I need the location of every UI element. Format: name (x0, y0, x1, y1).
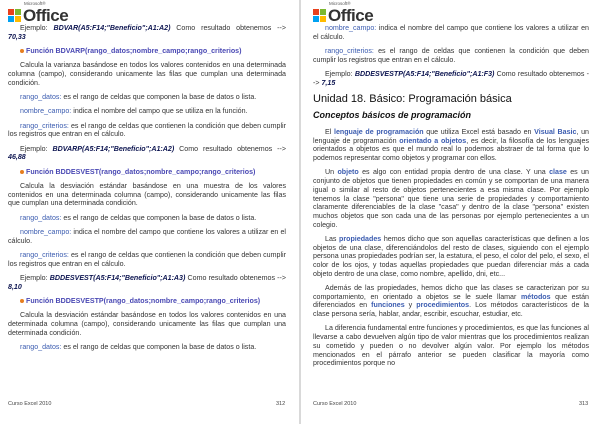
term-paragraph: nombre_campo: indica el nombre del campo que se utiliza en la función. (20, 107, 248, 116)
keyword: Visual Basic (534, 128, 577, 136)
office-logo-text: Microsoft® Office (23, 1, 69, 25)
result-value: 8,10 (8, 282, 22, 291)
keyword: métodos (521, 292, 551, 301)
bullet-icon (20, 170, 24, 174)
keyword: lenguaje de programación (333, 128, 424, 136)
unit-title: Unidad 18. Básico: Programación básica (313, 93, 512, 105)
term-label: rango_datos: (20, 342, 62, 351)
function-heading: Función BDDESVESTP(rango_datos;nombre_campo;rango_criterios) (8, 297, 286, 306)
keyword: funciones (371, 301, 405, 310)
result-value: 46,88 (8, 153, 26, 162)
example-paragraph: Ejemplo: BDVARP(A5:F14;"Beneficio";A1:A2) Como resultado obtenemos --> 46,88 (8, 144, 286, 162)
term-paragraph: rango_criterios: es el rango de celdas que contienen la condición que deben cumplir los registros que entran en el cálculo. (8, 250, 286, 268)
logo-microsoft-label: Microsoft® (24, 1, 46, 6)
left-page-content (8, 24, 286, 357)
body-paragraph: Además de las propiedades, hemos dicho que las clases se caracterizan por su comportamiento, en orientado a objetos se le suele llamar métodos que están diferenciados en funciones y procedimientos. Los métodos característicos de la clase persona sería, hablar, andar, escribir, escuchar, estudiar, etc. (313, 284, 589, 319)
term-label: rango_criterios: (20, 121, 69, 130)
left-page (0, 0, 299, 424)
formula: BDVAR(A5:F14;"Beneficio";A1:A2) (53, 24, 171, 32)
example-paragraph: Ejemplo: BDVAR(A5:F14;"Beneficio";A1:A2) Como resultado obtenemos --> 70,33 (8, 24, 286, 41)
term-label: nombre_campo: (325, 24, 377, 32)
result-value: 7,15 (321, 78, 336, 87)
office-logo (313, 1, 374, 25)
keyword: propiedades (339, 234, 382, 243)
section-title: Conceptos básicos de programación (313, 110, 472, 120)
body-paragraph: Un objeto es algo con entidad propia dentro de una clase. Y una clase es un conjunto de objetos que tienen propiedades en común y se comportan de una manera igual o similar al resto de objetos pertenecientes a esa misma clase. Por ejemplo tenemos la clase "persona" que tiene una serie de propiedades y comportamiento claramente diferenciables de la clase "casa" y dentro de la clase "persona" existen muchos objetos que son cada una de las personas por ejemplo pertenecientes a un colegio. (313, 168, 589, 229)
formula: BDDESVEST(A5:F14;"Beneficio";A1:A3) (49, 273, 186, 282)
function-heading: Función BDDESVEST(rango_datos;nombre_campo;rango_criterios) (8, 168, 286, 177)
term-paragraph: rango_datos: es el rango de celdas que componen la base de datos o lista. (20, 93, 257, 101)
office-logo-icon (313, 9, 326, 22)
keyword: clase (549, 168, 567, 177)
body-paragraph: Las propiedades hemos dicho que son aquellas características que definen a los objetos de una clase, diferenciándolos del resto de clases, siguiendo con el ejemplo persona unas propiedades podrían ser, la estatura, el peso, el color del pelo, el sexo, el color de los ojos, y todas aquellas propiedades que puedan diferenciar más a cada objeto dentro de una clase, como nombre, apellido, dni, etc... (313, 234, 589, 278)
term-label: rango_criterios: (20, 250, 69, 259)
example-paragraph: Ejemplo: BDDESVESTP(A5:F14;"Beneficio";A1:F3) Como resultado obtenemos --> 7,15 (313, 70, 589, 87)
body-paragraph: Calcula la desviación estándar basándose en una muestra de los valores contenidos en una determinada columna (campo), considerando unicamente las filas que cumplan una determinada condición. (8, 181, 286, 208)
office-logo (8, 1, 69, 25)
formula: BDDESVESTP(A5:F14;"Beneficio";A1:F3) (354, 70, 495, 78)
keyword: orientado a objetos (399, 136, 467, 145)
function-heading: Función BDVARP(rango_datos;nombre_campo;rango_criterios) (8, 47, 286, 56)
term-label: nombre_campo: (20, 227, 72, 236)
keyword: objeto (337, 168, 359, 177)
body-paragraph: Calcula la desviación estándar basándose en todos los valores contenidos en una determinada columna (campo), considerando unicamente las filas que cumplan una determinada condición. (8, 311, 286, 337)
term-paragraph: nombre_campo: indica el nombre del campo que contiene los valores a utilizar en el cálculo. (8, 227, 286, 245)
term-paragraph: rango_criterios: es el rango de celdas que contienen la condición que deben cumplir los registros que entran en el cálculo. (8, 121, 286, 139)
footer-title: Curso Excel 2010 (313, 401, 357, 407)
example-paragraph: Ejemplo: BDDESVEST(A5:F14;"Beneficio";A1:A3) Como resultado obtenemos --> 8,10 (8, 273, 286, 291)
body-paragraph: El lenguaje de programación que utiliza Excel está basado en Visual Basic, un lenguaje de programación orientado a objetos, es decir, la filosofía de los lenguajes orientados a objetos es que el mundo real lo podemos abstraer de tal forma que lo podemos representar como objetos y programar con ellos. (313, 128, 590, 163)
footer-title: Curso Excel 2010 (8, 401, 52, 407)
page-number: 313 (579, 401, 589, 407)
term-paragraph: nombre_campo: indica el nombre del campo que contiene los valores a utilizar en el cálculo. (313, 24, 589, 41)
term-label: nombre_campo: (20, 107, 72, 116)
body-paragraph: Calcula la varianza basándose en todos los valores contenidos en una determinada columna (campo), considerando unicamente las filas que cumplan una determinada condición. (8, 61, 286, 87)
formula: BDVARP(A5:F14;"Beneficio";A1:A2) (52, 144, 175, 153)
right-page-content (313, 24, 589, 374)
term-label: rango_datos: (20, 93, 62, 101)
page-number: 312 (276, 401, 286, 407)
body-paragraph: La diferencia fundamental entre funciones y procedimientos, es que las funciones al llevarse a cabo devuelven algún tipo de valor mientras que los procedimientos realizan su cometido y pueden o no devolver algún valor. Por ejemplo los métodos mencionados en el párrafo anterior se pueden clasificar la mayoría como procedimientos porque no (313, 324, 589, 368)
bullet-icon (20, 299, 24, 303)
result-value: 70,33 (8, 32, 26, 41)
office-logo-text: Microsoft® Office (328, 1, 374, 25)
office-logo-icon (8, 9, 21, 22)
term-paragraph: rango_criterios: es el rango de celdas que contienen la condición que deben cumplir los registros que entran en el cálculo. (313, 47, 589, 64)
keyword: procedimientos (416, 301, 470, 310)
logo-microsoft-label: Microsoft® (329, 1, 351, 6)
term-label: rango_datos: (20, 213, 62, 222)
term-paragraph: rango_datos: es el rango de celdas que componen la base de datos o lista. (20, 213, 257, 222)
right-page (301, 0, 600, 424)
bullet-icon (20, 49, 24, 53)
term-paragraph: rango_datos: es el rango de celdas que componen la base de datos o lista. (20, 342, 257, 351)
term-label: rango_criterios: (325, 47, 374, 55)
